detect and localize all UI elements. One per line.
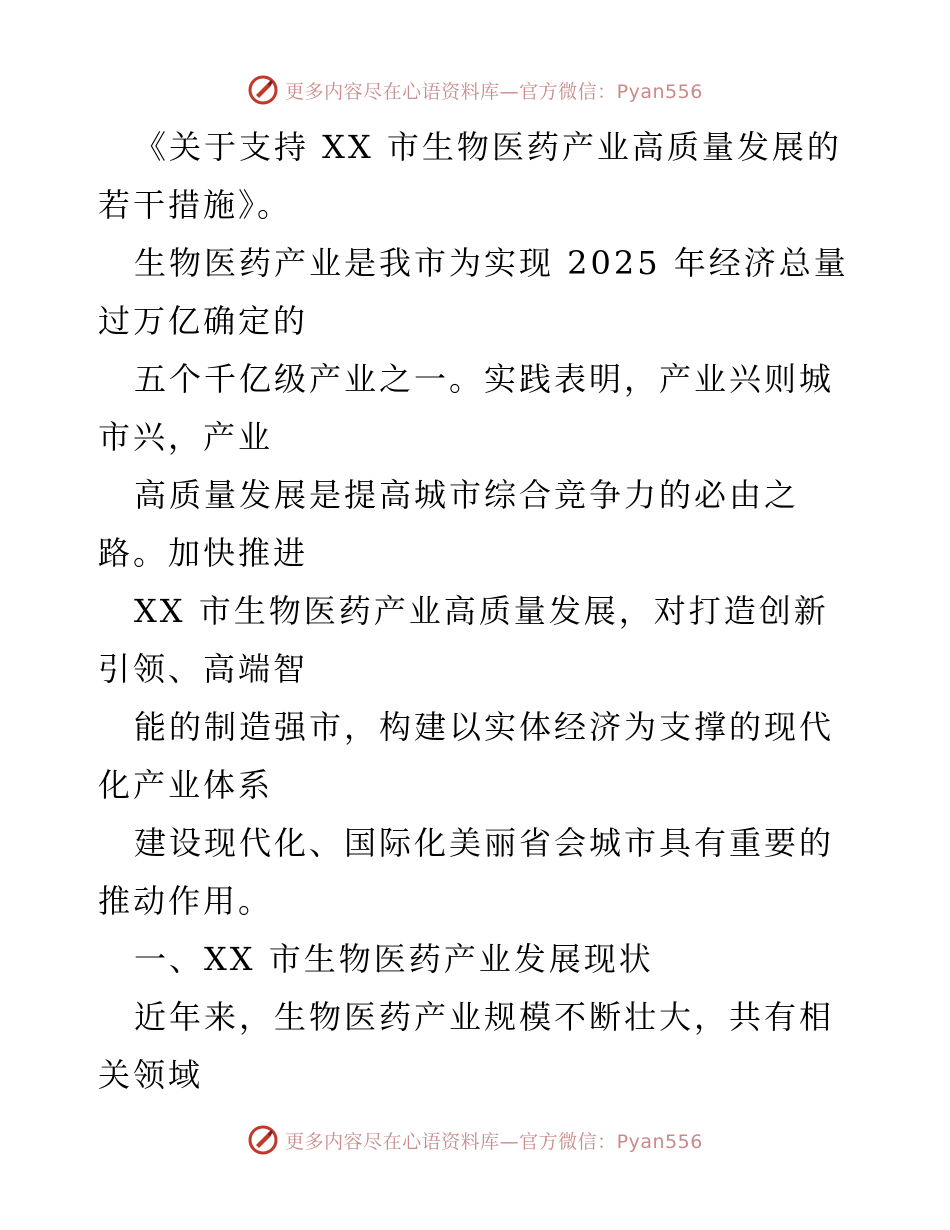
paragraph-line-6: 能的制造强市，构建以实体经济为支撑的现代化产业体系	[98, 708, 835, 804]
watermark-logo-icon	[247, 1124, 279, 1156]
watermark-text: 更多内容尽在心语资料库—官方微信：Pyan556	[285, 1130, 703, 1153]
watermark-header	[0, 70, 950, 110]
watermark-footer	[0, 1120, 950, 1160]
paragraph-line-4: 高质量发展是提高城市综合竞争力的必由之路。加快推进	[98, 476, 800, 572]
watermark-logo-icon	[247, 74, 279, 106]
watermark-text: 更多内容尽在心语资料库—官方微信：Pyan556	[285, 80, 703, 103]
paragraph-line-5: XX 市生物医药产业高质量发展，对打造创新引领、高端智	[98, 592, 829, 688]
paragraph-line-3: 五个千亿级产业之一。实践表明，产业兴则城市兴，产业	[98, 360, 835, 456]
section-heading: 一、XX 市生物医药产业发展现状	[134, 940, 654, 978]
paragraph-line-1: 《关于支持 XX 市生物医药产业高质量发展的若干措施》。	[98, 128, 842, 224]
paragraph-line-7: 建设现代化、国际化美丽省会城市具有重要的推动作用。	[98, 824, 835, 920]
paragraph-line-2: 生物医药产业是我市为实现 2025 年经济总量过万亿确定的	[98, 244, 849, 340]
paragraph-line-9: 近年来，生物医药产业规模不断壮大，共有相关领域	[98, 998, 835, 1094]
document-body	[98, 118, 854, 1104]
